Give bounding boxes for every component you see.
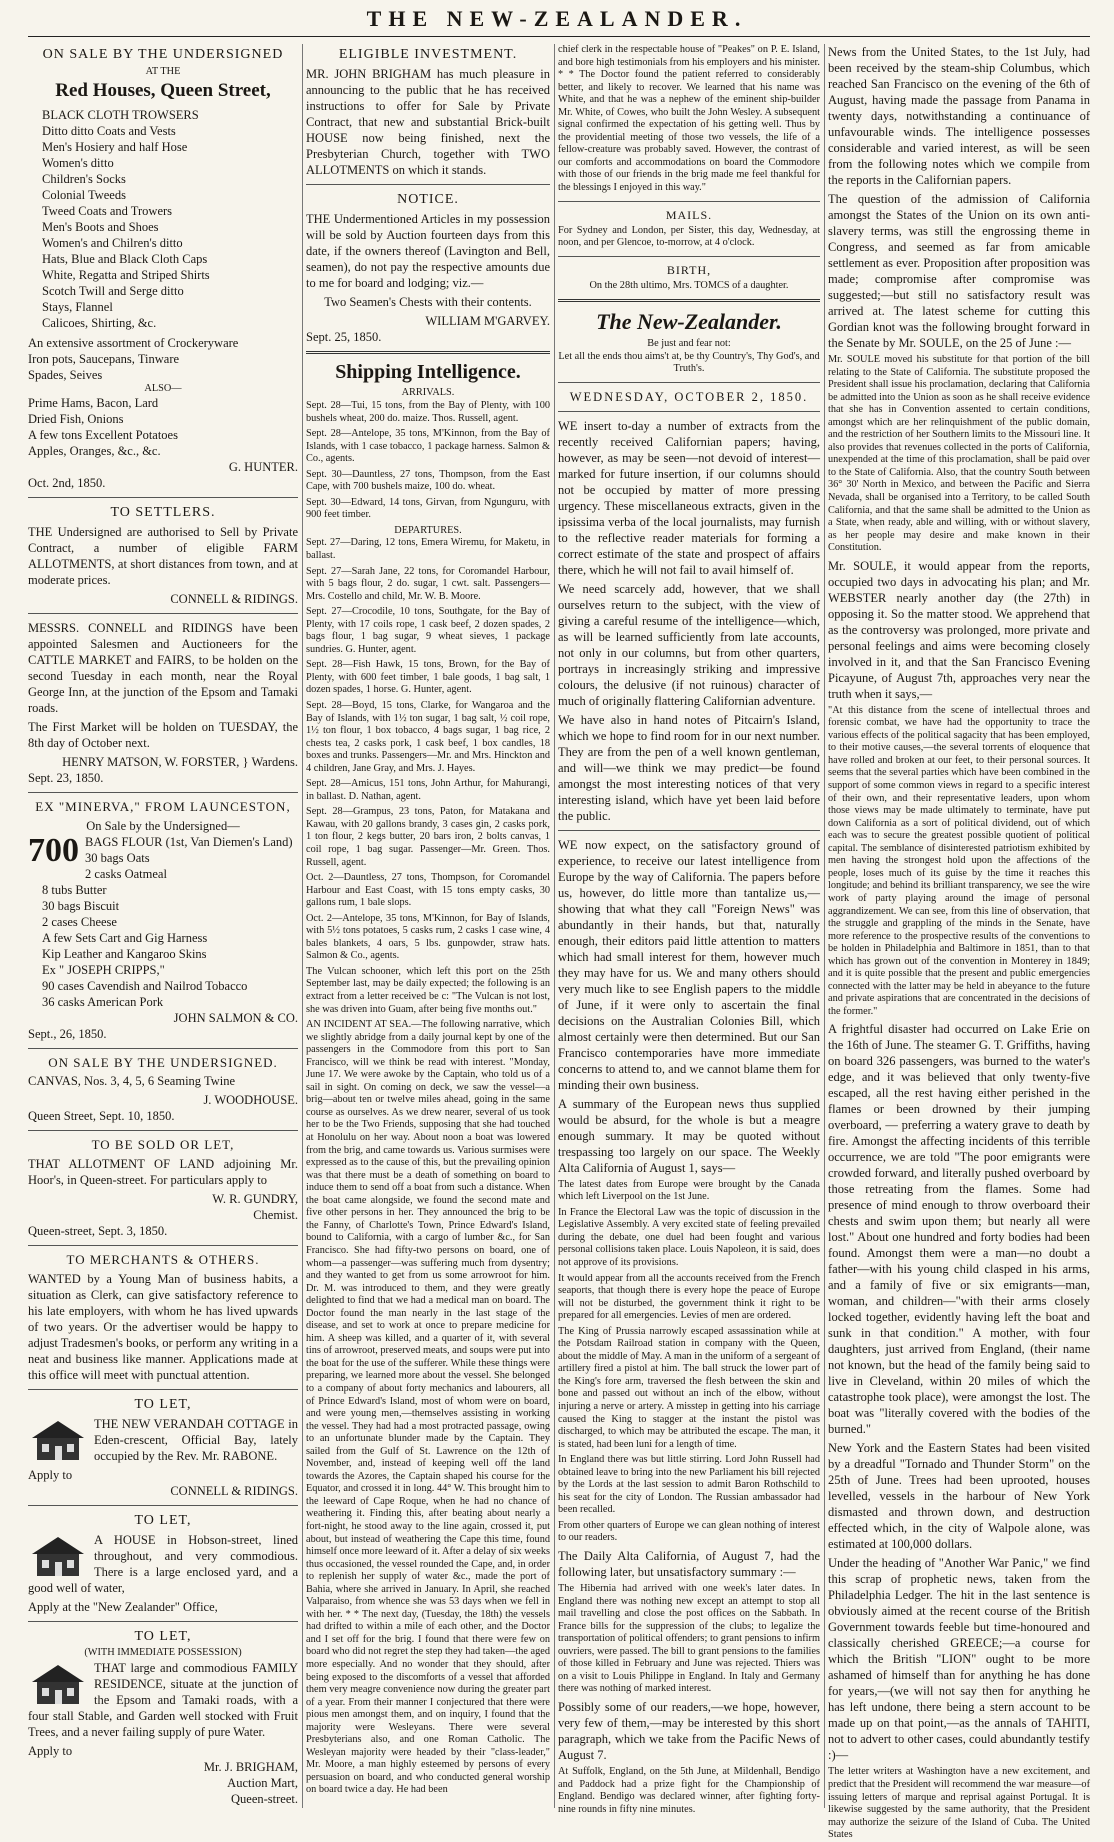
advert-signer: Chemist. [253, 1208, 298, 1223]
column-news [828, 44, 1090, 1841]
article-extract: In France the Electoral Law was the topic of discussion in the Legislative Assembly. A very excited state of feeling prevailed during the debate, one duel had been fought and various personal collisions taken place. Louis Napoleon, it is said, does not approve of its provisions. [558, 1206, 820, 1268]
advert-body: The First Market will be holden on TUESDAY, the 8th day of October next. [28, 720, 298, 751]
divider [28, 1130, 298, 1131]
list-item: Sept. 30—Edward, 14 tons, Girvan, from Ngunguru, with 900 feet timber. [306, 496, 550, 521]
divider [306, 184, 550, 185]
article-body: Two Seamen's Chests with their contents. [324, 294, 532, 309]
house-icon [28, 1534, 88, 1578]
divider [558, 256, 820, 257]
advert-title: TO MERCHANTS & OTHERS. [66, 1252, 260, 1268]
advert-family-residence [28, 1628, 298, 1807]
divider [558, 382, 820, 383]
paper-title: The New-Zealander. [596, 308, 782, 334]
list-item: Men's Hosiery and half Hose [42, 139, 188, 154]
advert-subtitle: On Sale by the Undersigned— [86, 818, 240, 833]
masthead: THE NEW-ZEALANDER. [366, 6, 748, 31]
advert-red-houses [28, 46, 298, 491]
advert-title: ON SALE BY THE UNDERSIGNED. [48, 1054, 278, 1070]
article-body: A frightful disaster had occurred on Lake Erie on the 16th of June. The steamer G. T. Griffiths, having on board 326 passengers, was burned to the water's edge, and it was believed that only twenty-five escaped, all the rest having either perished in the flames or been drowned by their jumping overboard, — preferring a watery grave to death by fire. Amongst the affecting incidents of this terrible occurrence, we are told "The poor emigrants were crowded forward, and literally pushed overboard by those retreating from the flames. Some had presence of mind enough to throw overboard their chests and swim upon them; but nearly all were lost." About one hundred and forty bodies had been found. Amongst them were a man—no doubt a father—with his young child clasped in his arms, and a family of five or six emigrants—man, woman, and children—"with their arms closely locked together, evidently having left the boat and sunk in that condition." A mother, with four daughters, just arrived from England, (their name not known, but the head of the family being said to live in Cleveland, within 20 miles of which the catastrophe took place), were amongst the lost. The boat was "literally covered with the bodies of the burned." [828, 1022, 1090, 1437]
divider [306, 351, 550, 354]
advert-place: Red Houses, Queen Street, [55, 80, 271, 102]
advert-signer: CONNELL & RIDINGS. [170, 1483, 298, 1498]
article-body: New York and the Eastern States had been visited by a dreadful "Tornado and Thunder Storm" on the 25th of June. Trees had been uprooted, houses levelled, vessels in the harbour of New York dismasted and thrown down, and destruction effected which, in the city of Walpole alone, was estimated at 100,000 dollars. [828, 1441, 1090, 1552]
article-body: The Vulcan schooner, which left this port on the 25th September last, may be daily expected; the following is an extract from a letter received be c: "The Vulcan is not lost, she was driven into Guam, after being five months out." [306, 965, 550, 1015]
advert-apply: Apply to [28, 1467, 73, 1482]
house-icon [28, 1418, 88, 1462]
article-extract: The latest dates from Europe were brought by the Canada which left Liverpool on the 1st June. [558, 1178, 820, 1203]
advert-merchants [28, 1252, 298, 1383]
divider [28, 497, 298, 498]
advert-body: CANVAS, Nos. 3, 4, 5, 6 Seaming Twine [28, 1074, 236, 1089]
article-body: On the 28th ultimo, Mrs. TOMCS of a daughter. [589, 280, 789, 292]
advert-signer: G. HUNTER. [228, 460, 298, 475]
advert-title: TO SETTLERS. [110, 505, 216, 521]
divider [558, 299, 820, 302]
list-item: Sept. 28—Amicus, 151 tons, John Arthur, for Mahurangi, in ballast. D. Nathan, agent. [306, 778, 550, 802]
departures-list [306, 537, 550, 963]
article-body: The question of the admission of California amongst the States of the Union on its own anti-slavery terms, was still the engrossing theme in Congress, and seemed as far from amicable settlement as ever. Proposition after proposition was made; compromise after compromise was suggested;—but still no satisfactory result was arrived at. The latest scheme for cutting this Gordian knot was the following brought forward in the Senate by Mr. SOULE, on the 25 of June :— [828, 192, 1090, 350]
advert-date: Queen Street, Sept. 10, 1850. [28, 1109, 175, 1124]
lead-number: 700 [28, 831, 79, 869]
article-body: A summary of the European news thus supplied would be absurd, for the whole is but a meagre enough summary. It may be quoted without trespassing too largely on our space. The Weekly Alta California of August 1, says— [558, 1096, 820, 1175]
advert-cattle-market [28, 620, 298, 786]
list-item: Men's Boots and Shoes [42, 219, 159, 234]
list-item: 90 cases Cavendish and Nailrod Tobacco [42, 978, 248, 993]
section-title: Shipping Intelligence. [335, 360, 521, 383]
list-item: Stays, Flannel [42, 299, 113, 314]
divider [28, 1621, 298, 1622]
section-title: NOTICE. [397, 191, 459, 207]
list-item: Sept. 28—Antelope, 35 tons, M'Kinnon, from the Bay of Islands, with 1 case tobacco, 1 package harness. Salmon & Co., agents. [306, 428, 550, 465]
advert-date: Queen-street, Sept. 3, 1850. [28, 1224, 168, 1239]
list-item: Calicoes, Shirting, &c. [42, 315, 157, 330]
list-item: A few tons Excellent Potatoes [28, 428, 178, 443]
list-item: Sept. 27—Daring, 12 tons, Emera Wiremu, for Maketu, in ballast. [306, 537, 550, 561]
article-body: Under the heading of "Another War Panic," we find this scrap of prophetic news, taken from the Philadelphia Ledger. The hit in the last sentence is obviously aimed at the recent course of the British Government towards feeble but time-honoured and classically cherished GREECE;—a course for which the British "LION" ought to be more ashamed of himself than for anything he has done for years,—(we will not say then for anything he has left undone, there being a stern account to be made up on that point,—as the annals of TAHITI, not to advert to other cases, could abundantly testify :)— [828, 1556, 1090, 1763]
divider [558, 201, 820, 202]
advert-verandah-cottage [28, 1396, 298, 1499]
divider [28, 613, 298, 614]
subsection-title: ARRIVALS. [401, 387, 455, 399]
list-item: Sept. 28—Fish Hawk, 15 tons, Brown, for the Bay of Plenty, with 600 feet timber, 1 bale goods, 1 bag salt, 1 dozen spades, 1 horse. G. Hunter, agent. [306, 659, 550, 696]
subsection-title: DEPARTURES. [394, 524, 462, 536]
masthead-rule [28, 36, 1090, 37]
list-item: Scotch Twill and Serge ditto [42, 283, 184, 298]
list-item: Ex " JOSEPH CRIPPS," [42, 962, 165, 977]
advert-allotment [28, 1137, 298, 1239]
motto: Let all the ends thou aims't at, be thy Country's, Thy God's, and Truth's. [558, 350, 820, 375]
advert-title: TO LET, [134, 1628, 192, 1644]
advert-signer: W. R. GUNDRY, [212, 1192, 298, 1207]
list-item: 30 bags Oats [85, 850, 150, 865]
list-item: Kip Leather and Kangaroo Skins [42, 946, 207, 961]
list-item: Spades, Seives [28, 367, 103, 382]
list-item: Sept. 28—Grampus, 23 tons, Paton, for Matakana and Kawau, with 20 gallons brandy, 3 cases gin, 2 casks pork, 1 ton flour, 2 kegs butter, 20 bars iron, 2 bolts canvas, 1 coil rope, 1 bag sugar. Passenger—Mr. Green. Thos. Russell, agent. [306, 806, 550, 868]
list-item: Sept. 30—Dauntless, 27 tons, Thompson, from the East Cape, with 700 bushels maize, 100 do. wheat. [306, 468, 550, 493]
advert-canvas [28, 1055, 298, 1125]
article-extract: It would appear from all the accounts received from the French seaports, that though there is every hope the peace of Europe will not be disturbed, the government think it right to be prepared for all emergencies. Levies of men are ordered. [558, 1272, 820, 1322]
article-body: chief clerk in the respectable house of "Peakes" on P. E. Island, and bore high testimonials from his employers and his minister. * * The Doctor found the patient referred to considerably better, and likely to recover. We learned that his name was White, and that he was a nephew of the eminent ship-builder Mr. White, of Cowes, who built the John Wesley. A subsequent signal confirmed the expectation of his getting well. Thus by the providential meeting of those two vessels, the life of a fellow-creature was probably saved. However, the contrast of our comforts and accommodations on board the Commodore with those of our friends in the brig made me feel thankful for the blessings I enjoyed in this way." [558, 44, 820, 194]
article-body: For Sydney and London, per Sister, this day, Wednesday, at noon, and per Glencoe, to-morrow, at 4 o'clock. [558, 224, 820, 249]
list-item: 2 cases Cheese [42, 914, 117, 929]
column-rule [302, 44, 303, 1808]
advert-body: THAT large and commodious FAMILY RESIDENCE, situate at the junction of the Epsom and Tamaki roads, with a four stall Stable, and Garden well stocked with Fruit Trees, and a never failing supply of pure Water. [28, 1660, 298, 1739]
advert-signer: Mr. J. BRIGHAM, [203, 1759, 298, 1774]
advert-title: ON SALE BY THE UNDERSIGNED [42, 47, 284, 62]
divider [28, 1048, 298, 1049]
advert-body: A HOUSE in Hobson-street, lined throughout, and very commodious. There is a large enclosed yard, and a good well of water, [28, 1532, 298, 1595]
list-item: Sept. 27—Sarah Jane, 22 tons, for Coromandel Harbour, with 5 bags flour, 2 do. sugar, 1 cwt. salt. Passengers—Mrs. Costello and child, Mr. W. B. Moore. [306, 565, 550, 602]
article-extract: In England there was but little stirring. Lord John Russell had obtained leave to bring into the new Parliament his bill rejected by the Lords at the last session to admit Baron Rothschild to his seat for the city of London. The Russian ambassador had been recalled. [558, 1454, 820, 1516]
advert-signer: WILLIAM M'GARVEY. [425, 313, 550, 328]
advert-signer: JOHN SALMON & CO. [173, 1010, 298, 1025]
list-item: Apples, Oranges, &c., &c. [28, 444, 161, 459]
advert-minerva [28, 799, 298, 1042]
advert-title: TO LET, [134, 1512, 192, 1528]
advert-to-settlers [28, 504, 298, 607]
article-extract: Mr. SOULE moved his substitute for that portion of the bill relating to the State of California. The substitute proposed the President shall issue his proclamation, declaring that California be admitted into the Union as soon as he shall receive evidence that she has in Convention assented to certain conditions, amongst which are her relinquishment of the public domain, and the restriction of her Southern limits to the Missouri line. It also provides that revenues collected in the ports of California, unexpended at the time of this proclamation, shall be paid over to the State of California. Also, that the country South between 36° 30' North in Mexico, and between the Pacific and Sierra Nevada, shall be organised into a Territory, to be called South California, and that the same shall be admitted to the Union as a State, when ready, able and willing, with or without slavery, as her people may desire and make known in their Constitution. [828, 354, 1090, 554]
divider [558, 411, 820, 412]
advert-signer: J. WOODHOUSE. [203, 1093, 298, 1108]
list-item: Oct. 2—Dauntless, 27 tons, Thompson, for Coromandel Harbour and East Coast, with 15 tons empty casks, 30 gallons rum, 1 bale slops. [306, 872, 550, 909]
advert-body: WANTED by a Young Man of business habits, a situation as Clerk, can give satisfactory reference to his late employers, with whom he has lived upwards of two years. Or the advertiser would be happy to adjust Tradesmen's books, or perform any writing in a neat and business like manner. Applications made at this office will meet with punctual attention. [28, 1271, 298, 1382]
article-body: WE insert to-day a number of extracts from the recently received Californian papers; having, however, as may be seen—not devoid of interest—marked for future insertion, if our columns should not be occupied by matter of more pressing urgency. These miscellaneous extracts, given in the ipsissima verba of the local journalists, may furnish to the reflective reader materials for forming a correct estimate of the state and prospect of affairs there, which he will not fail to avail himself of. [558, 418, 820, 577]
divider [28, 1389, 298, 1390]
list-item: Ditto ditto Coats and Vests [42, 123, 176, 138]
list-item: Dried Fish, Onions [28, 412, 124, 427]
article-body: Mr. SOULE, it would appear from the reports, occupied two days in advocating his plan; and Mr. WEBSTER nearly another day (the 27th) in opposing it. So the matter stood. We apprehend that as the controversy was prolonged, more private and personal feelings and aims were becoming closely involved in it, and that the San Francisco Evening Picayune, of August 7th, approaches very near the truth when it says,— [828, 558, 1090, 701]
list-item: 8 tubs Butter [42, 882, 107, 897]
section-title: BIRTH, [666, 263, 712, 278]
column-shipping [306, 44, 550, 1808]
article-body: We need scarcely add, however, that we shall ourselves return to the subject, with the view of giving a careful resume of the intelligence—which, as will be learned sufficiently from late accounts, not only in our columns, but from other quarters, portrays in increasingly striking and impressive colours, the delusive (if not ruinous) character of much of originally flattering Californian adventure. [558, 581, 820, 708]
advert-subtitle: (WITH IMMEDIATE POSSESSION) [84, 1647, 242, 1659]
item-list [28, 850, 298, 1010]
advert-title: TO BE SOLD OR LET, [91, 1137, 235, 1153]
article-body: Possibly some of our readers,—we hope, however, very few of them,—may be interested by this short paragraph, which we take from the Pacific News of August 7. [558, 1699, 820, 1762]
advert-subtitle: AT THE [145, 65, 181, 77]
list-item: Sept. 28—Boyd, 15 tons, Clarke, for Wangaroa and the Bay of Islands, with 1½ ton sugar, 1 bag salt, ½ coil rope, 1½ ton flour, 1 box tobacco, 4 bags sugar, 1 bag rice, 2 chests tea, 2 casks pork, 1 cask beef, 1 box candles, 18 boxes and trunks. Passengers—Mr. and Mrs. Hinckton and 4 children, Jane Gray, and Mrs. J. Hayes. [306, 699, 550, 774]
advert-body: THE Undersigned are authorised to Sell by Private Contract, a number of eligible FARM ALLOTMENTS, at short distances from town, and at moderate prices. [28, 525, 298, 588]
advert-title: TO LET, [134, 1396, 192, 1412]
article-body: The Daily Alta California, of August 7, had the following later, but unsatisfactory summary :— [558, 1549, 820, 1580]
advert-date: Sept., 26, 1850. [28, 1026, 107, 1041]
advert-date: Sept. 23, 1850. [28, 771, 104, 786]
advert-date: Oct. 2nd, 1850. [28, 476, 106, 491]
advert-signer: Auction Mart, [227, 1775, 298, 1790]
arrivals-list [306, 400, 550, 522]
advert-apply: Apply to [28, 1743, 73, 1758]
article-extract: The letter writers at Washington have a new excitement, and predict that the President will recommend the war measure—of issuing letters of marque and reprisal against Portugal. It is likewise suggested by the same authority, that the President may authorize the seizure of the Island of Cuba. The United States [828, 1766, 1090, 1841]
list-item: Women's ditto [42, 155, 114, 170]
article-extract: The Hibernia had arrived with one week's later dates. In England there was nothing new except an attempt to stop all mail travelling and close the post offices on the Sabbath. In France bills for the suppression of the clubs; to legalize the transportation of political offenders; to grant pensions to infirm ouvriers, were passed. The bill to grant pensions to the families of those killed in February and June was rejected. Thiers was on a visit to Louis Philippe in England. In Italy and Germany there was nothing of marked interest. [558, 1583, 820, 1695]
item-list [28, 335, 298, 383]
advert-hobson-house [28, 1512, 298, 1615]
advert-signer: HENRY MATSON, W. FORSTER, } Wardens. [62, 755, 298, 770]
advert-date: Sept. 25, 1850. [306, 329, 382, 344]
article-extract: "At this distance from the scene of intellectual throes and forensic combat, we have had the opportunity to trace the various effects of the political sagacity that has been employed, to their motive causes,—the several torrents of eloquence that have rolled and broken at our feet, to their personal sources. It seems that the several parties which have been combined in the support of some common views in regard to a specific interest of their own, and their representative leaders, upon whom those views may be made ultimately to terminate, have put down California as a sort of political dividend, out of which each was to secure the greatest possible quotient of political capital. The semblance of disinterested patriotism exhibited by men having the strongest hold upon the affections of the people, loses much of its guise by the time it reaches this longitude; and behind its brilliant transparency, we see the wire work of party playing around the image of personal aggrandizement. We can see, from this line of observation, that the struggle and grappling of the minds in the Senate, have more reference to the prospective results of the conventions to be holden in Philadelphia and Baltimore in 1851, than to that which has grown out of the convention in Monterey in 1849; and it is quite possible that the present and public emergencies connected with the latter may be held in abeyance to the future and private aspirations that are concentrated in the decisions of the former." [828, 704, 1090, 1017]
advert-title: EX "MINERVA," FROM LAUNCESTON, [35, 799, 291, 815]
article-body: THE Undermentioned Articles in my possession will be sold by Auction fourteen days from this date, if the owners thereof (Lavington and Bell, seamen), do not pay the respective amounts due to me for board and lodging; viz.— [306, 211, 550, 290]
item-list [28, 395, 298, 459]
list-item: Colonial Tweeds [42, 187, 126, 202]
list-item: Children's Socks [42, 171, 126, 186]
list-item: 36 casks American Pork [42, 994, 164, 1009]
divider [28, 1505, 298, 1506]
article-extract: The King of Prussia narrowly escaped assassination while at the Potsdam Railroad station in company with the Queen, about the middle of May. A man in the uniform of a sergeant of artillery fired a pistol at him. The ball struck the lower part of the King's fore arm, traversed the flesh between the skin and bone and passed out without an inch of the elbow, without injuring a nerve or artery. A misstep in getting into his carriage caused the King to stagger at the instant the pistol was discharged, to which may be attributed the escape. The man, it is stated, had been luni for a length of time. [558, 1325, 820, 1450]
list-item: White, Regatta and Striped Shirts [42, 267, 210, 282]
advert-apply: Apply at the "New Zealander" Office, [28, 1599, 218, 1614]
divider [28, 792, 298, 793]
advert-body: THAT ALLOTMENT OF LAND adjoining Mr. Hoor's, in Queen-street. For particulars apply to [28, 1157, 298, 1188]
advert-body: MESSRS. CONNELL and RIDINGS have been appointed Salesmen and Auctioneers for the CATTLE MARKET and FAIRS, to be holden on the second Tuesday in each month, near the Royal George Inn, at the junction of the Epsom and Tamaki roads. [28, 621, 298, 716]
list-item: BLACK CLOTH TROWSERS [42, 107, 199, 122]
list-item: 30 bags Biscuit [42, 898, 120, 913]
also-label: ALSO— [144, 382, 182, 394]
list-item: Oct. 2—Antelope, 35 tons, M'Kinnon, for Bay of Islands, with 5½ tons potatoes, 5 casks rum, 2 casks 1 case wine, 4 bales blankets, 4 oars, 5 lbs. gunpowder, straw hats. Salmon & Co., agents. [306, 912, 550, 962]
list-item: Women's and Chilren's ditto [42, 235, 183, 250]
list-item: 2 casks Oatmeal [85, 866, 167, 881]
list-item: A few Sets Cart and Gig Harness [42, 930, 208, 945]
item-list [28, 107, 298, 331]
section-title: MAILS. [665, 207, 713, 222]
divider [28, 1245, 298, 1246]
article-extract: From other quarters of Europe we can glean nothing of interest to our readers. [558, 1519, 820, 1544]
list-item: Prime Hams, Bacon, Lard [28, 396, 159, 411]
advert-signer: CONNELL & RIDINGS. [170, 592, 298, 607]
column-rule [554, 44, 555, 1808]
advert-signer: Queen-street. [231, 1791, 298, 1806]
list-item: Sept. 27—Crocodile, 10 tons, Southgate, for the Bay of Plenty, with 17 coils rope, 1 cask beef, 2 dozen spades, 2 bags flour, 1 bag sugar, 9 wheat sieves, 1 package sundries. G. Hunter, agent. [306, 606, 550, 655]
article-body: News from the United States, to the 1st July, had been received by the steam-ship Columbus, which reached San Francisco on the evening of the 6th of August, having made the passage from Panama in twenty days, notwithstanding a continuance of unfavourable winds. The intelligence possesses considerable and varied interest, as will be seen from the following notes which we compile from the reports in the Californian papers. [828, 45, 1090, 187]
list-item: An extensive assortment of Crockeryware [28, 335, 239, 350]
divider [558, 830, 820, 831]
article-body: MR. JOHN BRIGHAM has much pleasure in announcing to the public that he has received instructions to offer for Sale by Private Contract, that new and substantial Brick-built HOUSE now being finished, next the Presbyterian Church, together with TWO ALLOTMENTS on which it stands. [306, 66, 550, 177]
list-item: Iron pots, Saucepans, Tinware [28, 351, 180, 366]
article-body: AN INCIDENT AT SEA.—The following narrative, which we slightly abridge from a daily journal kept by one of the passengers in the Commodore from this port to San Francisco, will we think be read with interest. "Monday, June 17. We were awoke by the Captain, who told us of a sail in sight. On coming on deck, we saw the vessel—a brig—about ten or twelve miles ahead, going in the same course as ourselves. As we drew nearer, several of us took her to be the Two Friends, supposing that she had touched at Honolulu on her way. About noon a boat was lowered from the brig, and came towards us. Various surmises were expressed as to the cause of this, but the prevailing opinion was that there must be a death of something on board to induce them to send off a boat from such a distance. When the boat came alongside, we found the second mate and five other persons in her. They announced the brig to be the Fanny, of Charlotte's Town, Prince Edward's Island, bound to California, with a cargo of lumber &c., for San Francisco. She had fifty-two persons on board, one of whom—a passenger—was suffering much from dysentry; and they wanted to get from us some arrowroot for him. Dr. M. was introduced to them, and they were greatly delighted to find that we had a medical man on board. The Doctor found the man nearly in the last stage of the disease, and set to work at once to prepare medicine for him. A sheep was killed, and a quarter of it, with several tins of arrowroot, preserved meats, and soups were put into the boat for the use of the sufferer. While these things were preparing, we learned more about the vessel. She belonged to a company of about forty mechanics and labourers, all of Prince Edward's Island, most of whom were on board, and were young men,—themselves assisting in working the vessel. They had had a most protracted passage, owing to an unfortunate blunder made by the Captain. They sailed from the Gulf of St. Lawrence on the 12th of November, and, instead of keeping well off the land towards the Azores, the Captain shaped his course for the Equator, and crossed it in long. 44° W. This brought him to the leeward of Cape Roque, when he had no chance of weathering it. Finding this, after beating about nearly a fort-night, he stood away to the line again, crossed it, put about, but instead of weathering the Cape this time, found himself once more leeward of it. After a delay of six weeks thus occasioned, the vessel rounded the Cape, and, in order to replenish her supply of water &c., made the port of Bahia, where she arrived in January. In April, she reached Valparaiso, from whence she was 53 days when we fell in with her. * * The next day, (Tuesday, the 18th) the vessels had drifted to within a mile of each other, and the Doctor and I set off for the brig. I found that there were few on board who did not regret the step they had taken—the aged more especially. And no wonder that they should, after being exposed to the discomforts of a vessel that afforded them very meagre convenience now during the greater part of a year. From their manner I conjectured that there were pious men amongst them, and on inquiry, I found that the majority were Wesleyans. There were several Presbyterians also, and one Roman Catholic. The Wesleyan majority were headed by their "class-leader," Mr. Moore, a man highly esteemed by persons of every persuasion on board, and who conducted general worship on board twice a day. He had been [306, 1019, 550, 1796]
advert-body: THE NEW VERANDAH COTTAGE in Eden-crescent, Official Bay, lately occupied by the Rev. Mr. RABONE. [94, 1416, 298, 1463]
article-body: We have also in hand notes of Pitcairn's Island, which we hope to find room for in our next number. They are from the pen of a well known gentleman, and will—we think we may predict—be found amongst the most interesting notices of that very interesting island, which have yet been laid before the public. [558, 712, 820, 823]
section-title: ELIGIBLE INVESTMENT. [338, 47, 518, 62]
lead-text: BAGS FLOUR (1st, Van Diemen's Land) [85, 834, 293, 849]
column-editorial [558, 44, 820, 1815]
column-advertisements [28, 44, 298, 1808]
article-extract: At Suffolk, England, on the 5th June, at Mildenhall, Bendigo and Paddock had a prize fight for the Championship of England. Bendigo was declared winner, after fighting forty-nine rounds in fifty nine minutes. [558, 1765, 820, 1815]
list-item: Hats, Blue and Black Cloth Caps [42, 251, 208, 266]
article-body: WE now expect, on the satisfactory ground of experience, to receive our latest intelligence from Europe by the way of California. The papers before us, however, do little more than tantalize us,—showing that what they call "Foreign News" was abundantly in their hands, but that, naturally enough, their editors paid little attention to matters which had small interest for them, however much they may have for us. We and many others should very much like to see English papers to the middle of June, if it were only to ascertain the final decisions on the Australian Colonies Bill, which almost certainly were then determined. But our San Francisco contemporaries have more immediate concerns to attend to, and we cannot blame them for minding their own business. [558, 837, 820, 1092]
house-icon [28, 1662, 88, 1706]
motto: Be just and fear not: [647, 338, 731, 350]
list-item: Sept. 28—Tui, 15 tons, from the Bay of Plenty, with 100 bushels wheat, 200 do. maize. Thos. Russell, agent. [306, 399, 550, 424]
list-item: Tweed Coats and Trowers [42, 203, 173, 218]
column-rule [824, 44, 825, 1808]
dateline: WEDNESDAY, OCTOBER 2, 1850. [569, 389, 809, 404]
